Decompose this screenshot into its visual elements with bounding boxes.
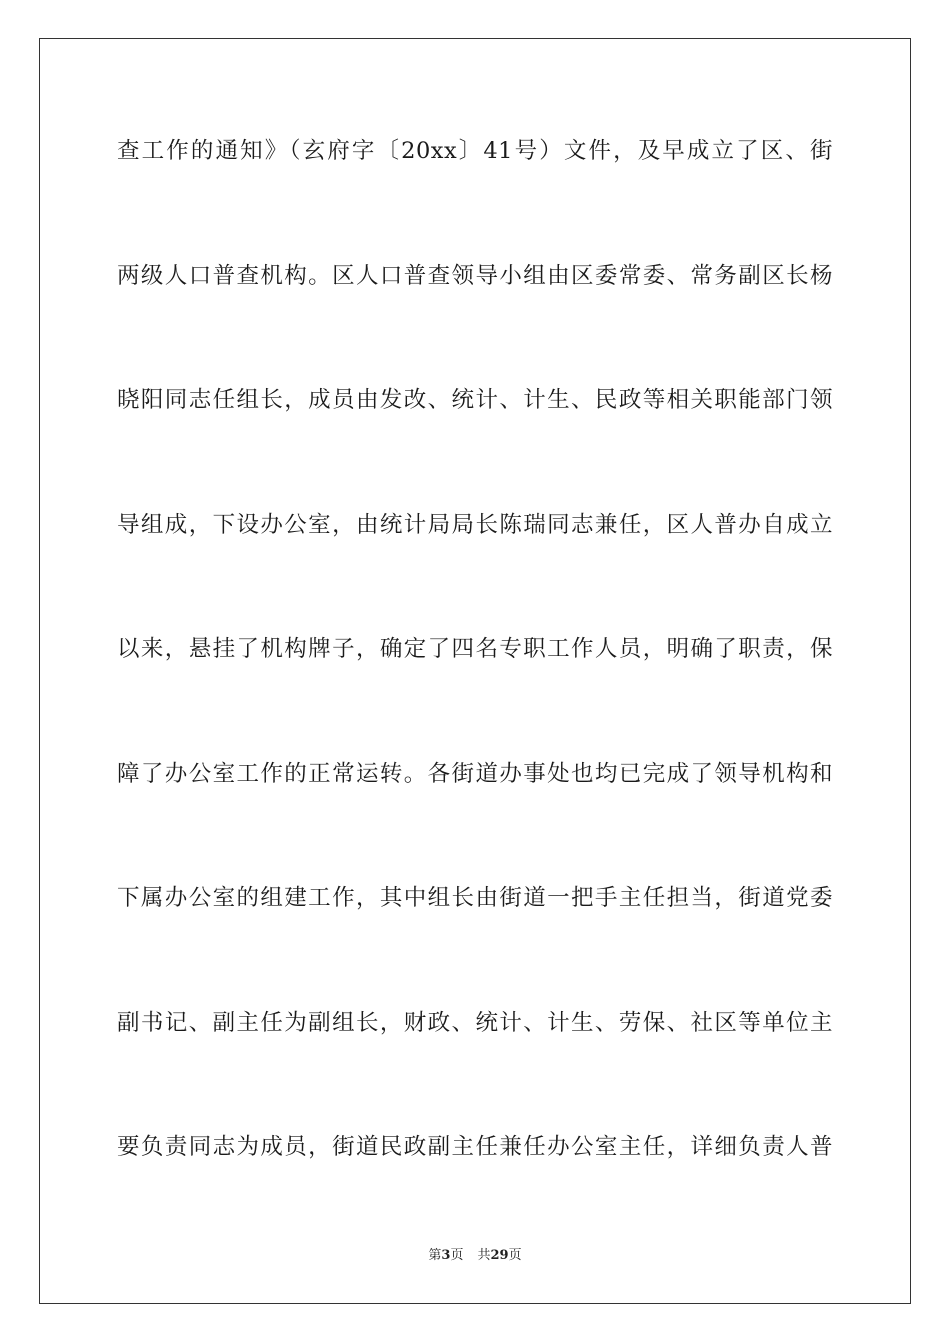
text-line: 两级人口普查机构。区人口普查领导小组由区委常委、常务副区长杨 — [117, 262, 833, 289]
text-line: 下属办公室的组建工作，其中组长由街道一把手主任担当，街道党委 — [117, 885, 833, 911]
total-prefix: 共 — [477, 1248, 491, 1263]
text-line: 查工作的通知》（玄府字〔20xx〕41号）文件，及早成立了区、街 — [117, 138, 833, 164]
text-line: 副书记、副主任为副组长，财政、统计、计生、劳保、社区等单位主 — [117, 1009, 833, 1036]
page-suffix: 页 — [450, 1248, 464, 1263]
page-footer — [0, 1247, 950, 1265]
page-number: 3 — [441, 1248, 451, 1263]
text-line: 障了办公室工作的正常运转。各街道办事处也均已完成了领导机构和 — [117, 760, 833, 787]
text-line: 要负责同志为成员，街道民政副主任兼任办公室主任，详细负责人普 — [117, 1134, 833, 1160]
text-line: 导组成，下设办公室，由统计局局长陈瑞同志兼任，区人普办自成立 — [117, 511, 833, 538]
document-body — [117, 126, 833, 1247]
text-line: 晓阳同志任组长，成员由发改、统计、计生、民政等相关职能部门领 — [117, 387, 833, 413]
total-suffix: 页 — [508, 1248, 522, 1263]
page-prefix: 第 — [428, 1248, 442, 1263]
text-line: 以来，悬挂了机构牌子，确定了四名专职工作人员，明确了职责，保 — [117, 636, 833, 662]
total-pages: 29 — [490, 1248, 509, 1263]
